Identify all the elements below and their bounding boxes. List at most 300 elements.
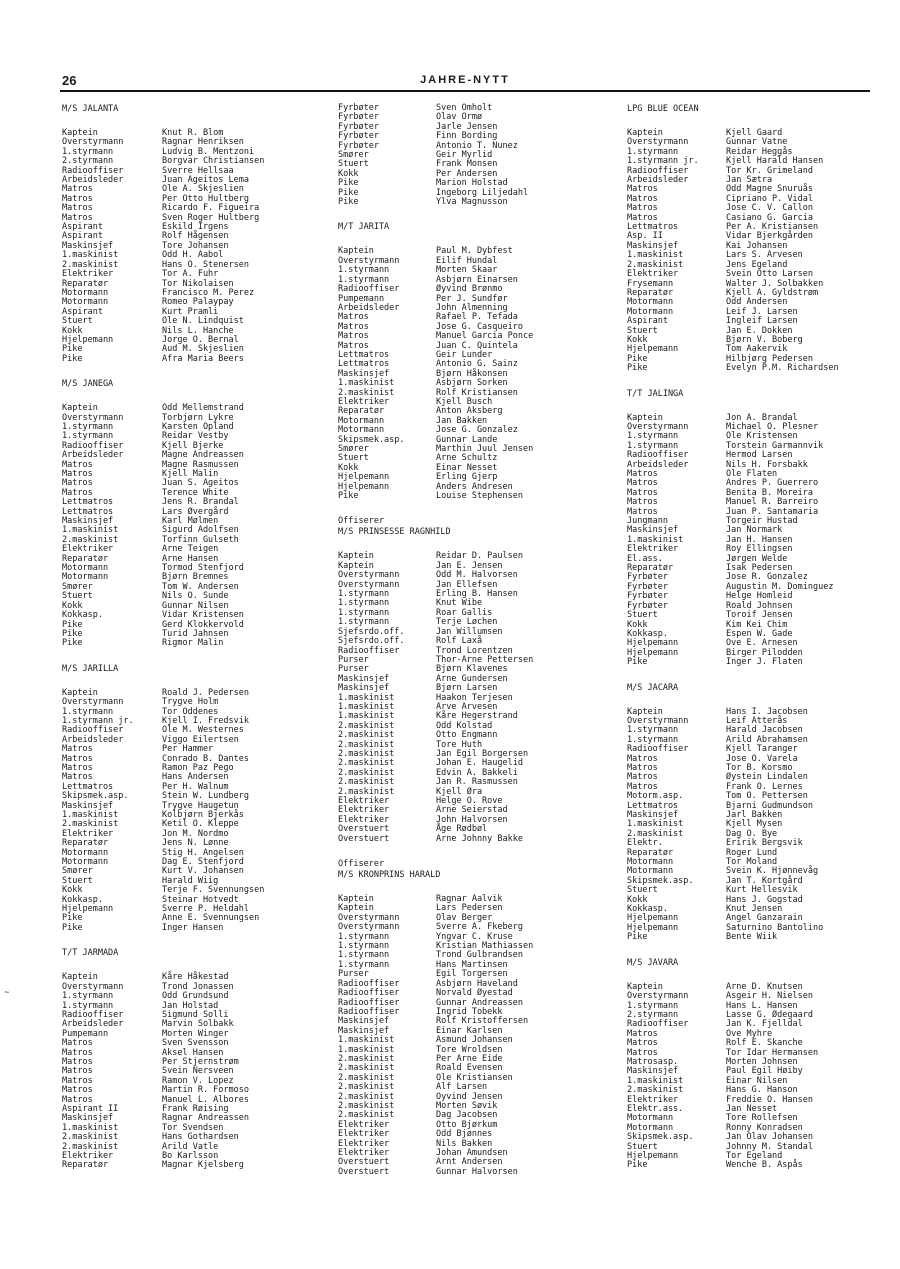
crew-name: Reidar Heggås (726, 146, 793, 157)
crew-role: 2.maskinist (62, 1141, 119, 1152)
column-3 (627, 104, 882, 1186)
crew-role: Radiooffiser (62, 1009, 124, 1020)
crew-role: Purser (338, 654, 369, 665)
crew-role: Fyrbøter (338, 140, 379, 151)
crew-role: Elektriker (338, 396, 390, 407)
crew-name: Reidar D. Paulsen (436, 551, 523, 562)
crew-name: John Almenning (436, 302, 508, 313)
ship-section (627, 104, 882, 374)
crew-role: Matros (62, 193, 93, 204)
crew-name: Jan Sætra (726, 175, 773, 186)
crew-role: Elektriker (62, 1151, 114, 1161)
crew-role: Purser (338, 664, 369, 675)
crew-row (62, 1161, 312, 1170)
crew-name: Ove E. Arnesen (726, 638, 798, 649)
crew-name: Isak Pedersen (726, 563, 793, 574)
crew-name: Hans O. Stenersen (162, 259, 249, 270)
crew-name: Roald J. Pedersen (162, 687, 249, 698)
crew-name: Kjell Mysen (726, 819, 783, 830)
crew-role: Radiooffiser (62, 165, 124, 176)
crew-role: Kokk (627, 894, 648, 905)
crew-role: 1.maskinist (338, 378, 395, 389)
crew-role: Overstuert (338, 833, 390, 844)
crew-role: 1.styrmann (338, 617, 390, 628)
crew-name: Anders Andresen (436, 481, 513, 492)
crew-role: Matros (62, 478, 93, 489)
crew-role: Jungmann (627, 516, 668, 527)
crew-name: Kjell Harald Hansen (726, 156, 824, 167)
crew-name: Tom O. Pettersen (726, 791, 808, 802)
crew-role: Matros (627, 781, 658, 792)
crew-role: 2.maskinist (338, 767, 395, 778)
crew-role: 2.maskinist (338, 739, 395, 750)
crew-name: Jarl Bakken (726, 810, 783, 820)
crew-role: Stuert (627, 885, 658, 896)
crew-role: Matros (627, 1038, 658, 1049)
crew-name: Sigmund Solli (162, 1009, 229, 1020)
crew-name: Morten Winger (162, 1028, 229, 1039)
crew-role: Kaptein (338, 894, 374, 905)
crew-name: Tor Nikolaisen (162, 278, 234, 289)
crew-role: Overstyrmann (62, 137, 124, 148)
crew-role: 1.styrmann (62, 991, 114, 1002)
crew-name: Stig H. Angelsen (162, 847, 244, 858)
crew-name: Martin R. Formoso (162, 1085, 249, 1096)
crew-name: Manuel L. Albores (162, 1094, 249, 1105)
crew-role: El.ass. (627, 553, 663, 564)
crew-name: Frank Røising (162, 1103, 229, 1114)
crew-role: Matros (627, 184, 658, 195)
crew-name: Per Andersen (436, 168, 498, 179)
crew-role: Matros (62, 772, 93, 783)
crew-name: Borgvar Christiansen (162, 156, 265, 167)
ship-section (627, 958, 882, 1171)
crew-name: Tom W. Andersen (162, 581, 239, 592)
crew-name: Finn Bording (436, 131, 498, 142)
ship-name: M/S JAVARA (627, 957, 679, 968)
crew-name: Ole M. Westernes (162, 725, 244, 736)
crew-role: Kaptein (338, 246, 374, 257)
crew-name: Johnny M. Standal (726, 1141, 813, 1152)
crew-role: Matros (338, 331, 369, 342)
crew-role: Reparatør (62, 1160, 109, 1171)
crew-name: Rolf Kristiansen (436, 387, 518, 398)
crew-role: Pike (338, 178, 359, 189)
crew-role: Reparatør (338, 406, 385, 417)
crew-name: Eilif Hundal (436, 255, 498, 266)
crew-name: Ricardo F. Figueira (162, 203, 260, 214)
crew-role: Matros (338, 312, 369, 323)
ship-section (62, 948, 312, 1171)
ship-name: M/S JALANTA (62, 104, 119, 114)
crew-role: 1.styrmann jr. (62, 715, 134, 726)
crew-role: Matros (62, 744, 93, 755)
crew-role: Overstyrmann (62, 697, 124, 708)
crew-role: Kokkasp. (62, 894, 103, 905)
crew-name: Jan Ellefsen (436, 579, 498, 590)
crew-name: Roger Lund (726, 847, 778, 858)
crew-role: Motormann (627, 306, 674, 317)
crew-role: Maskinsjef (338, 683, 390, 694)
crew-name: Per J. Sundfør (436, 293, 508, 304)
crew-role: 1.styrmann (627, 1000, 679, 1011)
crew-name: Per Hammer (162, 744, 214, 755)
crew-role: Elektriker (338, 805, 390, 816)
crew-name: Arnt Andersen (436, 1157, 503, 1168)
crew-row (62, 924, 312, 933)
crew-role: 1.styrmann (62, 146, 114, 157)
crew-name: Hermod Larsen (726, 450, 793, 461)
crew-role: Smører (338, 444, 369, 454)
crew-name: Ingleif Larsen (726, 316, 798, 327)
crew-role: Fyrbøter (627, 581, 668, 592)
crew-role: 2.maskinist (338, 758, 395, 769)
crew-name: Frank O. Lernes (726, 781, 803, 792)
crew-role: Kokk (627, 334, 648, 345)
crew-role: Arbeidsleder (62, 734, 124, 745)
crew-role: Overstyrmann (338, 255, 400, 266)
crew-role: 2.maskinist (627, 828, 684, 839)
crew-name: Tor Egeland (726, 1151, 783, 1161)
crew-name: Afra Maria Beers (162, 353, 244, 364)
crew-role: Purser (338, 969, 369, 980)
crew-name: Haakon Terjesen (436, 692, 513, 703)
crew-name: Rigmor Malin (162, 638, 224, 649)
crew-role: 2.styrmann (627, 1009, 679, 1020)
crew-role: Matros (62, 753, 93, 764)
crew-name: Terence White (162, 487, 229, 498)
crew-name: Lars Pedersen (436, 903, 503, 914)
crew-name: Trond Jonassen (162, 981, 234, 992)
crew-role: Matros (62, 459, 93, 470)
crew-name: Jorge O. Bernal (162, 334, 239, 345)
crew-role: 1.styrmann (338, 959, 390, 970)
crew-role: Pike (62, 353, 83, 364)
crew-role: Overstyrmann (338, 912, 400, 923)
crew-role: 1.maskinist (627, 250, 684, 261)
ship-name: M/S JANEGA (62, 379, 114, 390)
crew-role: Radiooffiser (338, 1006, 400, 1017)
crew-name: Dag O. Bye (726, 828, 778, 839)
crew-role: Radiooffiser (627, 744, 689, 755)
crew-role: Matros (627, 203, 658, 214)
crew-role: 2.maskinist (338, 1091, 395, 1102)
crew-role: 1.maskinist (627, 534, 684, 545)
crew-role: Matros (338, 321, 369, 332)
crew-name: Trygve Haugetun (162, 800, 239, 811)
crew-name: Ludvig B. Mentzoni (162, 146, 255, 157)
crew-name: Torstein Garmannvik (726, 440, 824, 451)
crew-name: Juan C. Quintela (436, 340, 518, 351)
crew-role: Maskinsjef (627, 240, 679, 251)
crew-row (338, 492, 600, 501)
crew-role: Motormann (62, 297, 109, 308)
crew-name: Jan Holstad (162, 1000, 219, 1011)
crew-name: Jose G. Casqueiro (436, 321, 523, 332)
crew-name: Rolf Kristoffersen (436, 1016, 529, 1027)
crew-name: Oyvind Jensen (436, 1091, 503, 1102)
crew-role: Pike (62, 913, 83, 924)
crew-role: Motormann (338, 415, 385, 426)
crew-role: Matros (62, 487, 93, 498)
crew-role: Radiooffiser (62, 440, 124, 451)
section-pretitle: Offiserer (338, 516, 385, 527)
crew-role: 1.styrmann (62, 706, 114, 717)
crew-name: Bjørn Klavenes (436, 664, 508, 675)
crew-name: Romeo Palaypay (162, 297, 234, 308)
crew-role: Hjelpemann (627, 638, 679, 649)
crew-name: Knut Wibe (436, 598, 483, 609)
crew-name: Manuel R. Barreiro (726, 497, 819, 508)
crew-name: Benita B. Moreira (726, 487, 813, 498)
crew-name: Jan H. Hansen (726, 534, 793, 545)
crew-role: Reparatør (62, 553, 109, 564)
crew-name: Asmund Johansen (436, 1035, 513, 1046)
crew-role: Hjelpemann (338, 481, 390, 492)
crew-name: Kristian Mathiassen (436, 941, 534, 952)
crew-name: Lars Øvergård (162, 506, 229, 517)
crew-name: Freddie O. Hansen (726, 1094, 813, 1105)
crew-name: Sven Omholt (436, 103, 493, 113)
section-pretitle: Offiserer (338, 859, 385, 870)
ship-section (627, 683, 882, 943)
crew-role: Hjelpemann (338, 472, 390, 483)
crew-name: Nils H. Forsbakk (726, 459, 808, 470)
crew-name: Augustin M. Dominguez (726, 581, 834, 592)
crew-name: Anne E. Svennungsen (162, 913, 260, 924)
crew-name: Anton Aksberg (436, 406, 503, 417)
crew-name: Paul Egil Høiby (726, 1066, 803, 1077)
crew-role: 1.maskinist (338, 701, 395, 712)
crew-name: Bjørn Larsen (436, 683, 498, 694)
crew-name: Gunnar Lande (436, 434, 498, 445)
crew-name: Jørgen Welde (726, 553, 788, 564)
crew-name: Bjørn Håkonsen (436, 368, 508, 379)
crew-name: Vidar Bjerkgården (726, 231, 813, 242)
crew-role: Pike (62, 344, 83, 355)
crew-name: Arne Gundersen (436, 673, 508, 684)
crew-name: Helge Homleid (726, 591, 793, 602)
crew-role: 2.maskinist (338, 748, 395, 759)
crew-name: Ole Flaten (726, 469, 778, 479)
crew-name: Hans L. Hansen (726, 1000, 798, 1011)
crew-role: 2.maskinist (338, 1072, 395, 1083)
crew-name: Erling Gjerp (436, 472, 498, 483)
crew-name: Kåre Hegerstrand (436, 711, 518, 722)
crew-name: Jan E. Jensen (436, 560, 503, 571)
crew-name: Asbjørn Sorken (436, 378, 508, 389)
crew-row (627, 364, 882, 373)
crew-role: 1.styrmann (62, 1000, 114, 1011)
crew-name: Frank Monsen (436, 159, 498, 170)
crew-role: Pike (627, 363, 648, 374)
crew-role: Stuert (62, 316, 93, 327)
crew-name: Yngvar C. Kruse (436, 931, 513, 942)
crew-role: Hjelpemann (627, 922, 679, 933)
crew-role: Matros (627, 1047, 658, 1058)
crew-role: Motormann (62, 857, 109, 868)
ship-name: T/T JARMADA (62, 948, 119, 959)
crew-name: Bente Wiik (726, 932, 778, 943)
crew-role: Overstyrmann (627, 991, 689, 1002)
crew-row (627, 1161, 882, 1170)
crew-name: Rolf Laxå (436, 636, 483, 647)
crew-role: Kokkasp. (62, 610, 103, 621)
crew-role: Overstyrmann (338, 922, 400, 933)
crew-name: Geir Myrlid (436, 150, 493, 161)
crew-role: 2.styrmann (62, 156, 114, 167)
crew-role: Kaptein (62, 687, 98, 698)
crew-role: Matros (62, 212, 93, 223)
ship-section (62, 379, 312, 649)
crew-name: Kurt V. Johansen (162, 866, 244, 877)
crew-name: Kjell Taranger (726, 744, 798, 755)
crew-role: Maskinsjef (338, 1025, 390, 1036)
crew-row (338, 835, 600, 844)
crew-name: Trond Gulbrandsen (436, 950, 523, 961)
crew-role: Stuert (627, 1141, 658, 1152)
crew-role: Kaptein (627, 128, 663, 138)
crew-name: Arne Johnny Bakke (436, 833, 523, 844)
crew-role: Overstuert (338, 1166, 390, 1177)
crew-name: Tor Svendsen (162, 1122, 224, 1133)
crew-name: Morten Johnsen (726, 1056, 798, 1067)
crew-role: Skipsmek.asp. (62, 791, 129, 802)
crew-role: 2.maskinist (338, 1053, 395, 1064)
crew-name: Roy Ellingsen (726, 544, 793, 555)
crew-name: Leif J. Larsen (726, 306, 798, 317)
crew-role: Frysemann (627, 278, 674, 289)
crew-name: Jan Nesset (726, 1103, 778, 1114)
crew-role: Elektriker (62, 544, 114, 555)
crew-role: 2.maskinist (62, 1132, 119, 1143)
crew-name: Gunnar Vatne (726, 137, 788, 148)
crew-role: Kokk (338, 168, 359, 179)
crew-role: Pike (627, 932, 648, 943)
crew-name: Nils L. Hanche (162, 325, 234, 336)
margin-mark: ~ (4, 988, 10, 998)
crew-name: Jon A. Brandal (726, 412, 798, 423)
crew-role: Overstyrmann (627, 715, 689, 726)
crew-name: Antonio G. Sainz (436, 359, 518, 370)
crew-role: Skipsmek.asp. (627, 875, 694, 886)
crew-role: Matros (338, 340, 369, 351)
crew-name: Erling B. Hansen (436, 589, 518, 600)
ship-section (338, 859, 600, 1177)
crew-name: Tore Rollefsen (726, 1113, 798, 1124)
crew-name: Harald Jacobsen (726, 725, 803, 736)
crew-name: Angel Ganzarain (726, 913, 803, 924)
crew-role: 2.maskinist (338, 1100, 395, 1111)
crew-name: Antonio T. Nunez (436, 140, 518, 151)
crew-name: Odd M. Halvorsen (436, 570, 518, 581)
crew-name: Ole N. Lindquist (162, 316, 244, 327)
crew-role: 1.maskinist (62, 525, 119, 536)
crew-role: 2.maskinist (338, 730, 395, 741)
crew-role: Reparatør (62, 838, 109, 849)
crew-name: Gunnar Nilsen (162, 600, 229, 611)
crew-name: Kåre Håkestad (162, 972, 229, 983)
crew-name: Bjørn Bremnes (162, 572, 229, 583)
crew-name: Lasse G. Ødegaard (726, 1009, 813, 1020)
crew-name: Karl Mølmen (162, 516, 219, 527)
crew-role: Arbeidsleder (62, 1019, 124, 1030)
crew-name: Torgeir Hustad (726, 516, 798, 527)
crew-role: 2.maskinist (62, 534, 119, 545)
crew-role: Aspirant (627, 316, 668, 327)
crew-name: Alf Larsen (436, 1082, 488, 1093)
crew-name: Jose R. Gonzalez (726, 572, 808, 583)
crew-name: Sigurd Adolfsen (162, 525, 239, 536)
crew-role: Kokkasp. (627, 628, 668, 639)
crew-role: 2.maskinist (338, 786, 395, 797)
crew-role: Lettmatros (62, 497, 114, 508)
crew-role: Smører (62, 866, 93, 877)
crew-role: 2.maskinist (338, 1082, 395, 1093)
crew-name: Ingrid Tobekk (436, 1006, 503, 1017)
crew-name: Karsten Opland (162, 421, 234, 432)
crew-role: Lettmatros (338, 359, 390, 370)
crew-name: Leif Atterås (726, 715, 788, 726)
crew-role: Motormann (338, 425, 385, 436)
crew-name: Kolbjørn Bjerkås (162, 810, 244, 820)
crew-role: Radiooffiser (338, 978, 400, 989)
crew-name: Arne D. Knutsen (726, 981, 803, 992)
crew-name: Vidar Kristensen (162, 610, 244, 621)
crew-role: Motormann (62, 572, 109, 583)
crew-name: Roar Gallis (436, 607, 493, 618)
crew-name: Thor-Arne Pettersen (436, 654, 534, 665)
crew-name: Manuel Garcia Ponce (436, 331, 534, 342)
ship-name: M/S JACARA (627, 682, 679, 693)
crew-role: 2.maskinist (338, 1110, 395, 1121)
crew-name: Jan T. Kortgård (726, 875, 803, 886)
crew-role: Pike (62, 922, 83, 933)
crew-role: Reparatør (627, 563, 674, 574)
crew-name: Knut Jensen (726, 904, 783, 915)
crew-role: Kokkasp. (627, 904, 668, 915)
crew-role: Arbeidsleder (62, 450, 124, 461)
crew-name: Knut R. Blom (162, 128, 224, 138)
crew-role: Matros (62, 1038, 93, 1049)
crew-role: Motorm.asp. (627, 791, 684, 802)
ship-section (338, 222, 600, 501)
crew-name: Egil Torgersen (436, 969, 508, 980)
crew-name: Jose O. Varela (726, 753, 798, 764)
crew-name: Arve Arvesen (436, 701, 498, 712)
crew-role: Matros (62, 1075, 93, 1086)
crew-role: Stuert (338, 453, 369, 464)
crew-role: Radiooffiser (338, 997, 400, 1008)
crew-role: Matros (62, 1094, 93, 1105)
crew-row (338, 198, 600, 207)
crew-name: Espen W. Gade (726, 628, 793, 639)
crew-name: Odd Mellemstrand (162, 403, 244, 414)
crew-role: Overstyrmann (627, 137, 689, 148)
crew-name: Tor Moland (726, 857, 778, 868)
crew-role: 1.maskinist (338, 711, 395, 722)
crew-role: Matros (62, 762, 93, 773)
crew-role: Elektriker (627, 544, 679, 555)
crew-name: Birger Pilodden (726, 647, 803, 658)
crew-role: Skipsmek.asp. (627, 1132, 694, 1143)
crew-name: Ole A. Skjeslien (162, 184, 244, 195)
crew-name: Ronny Konradsen (726, 1122, 803, 1133)
crew-role: Aspirant (62, 306, 103, 317)
crew-row (62, 639, 312, 648)
crew-role: 1.maskinist (62, 810, 119, 820)
crew-role: 1.styrmann (338, 607, 390, 618)
